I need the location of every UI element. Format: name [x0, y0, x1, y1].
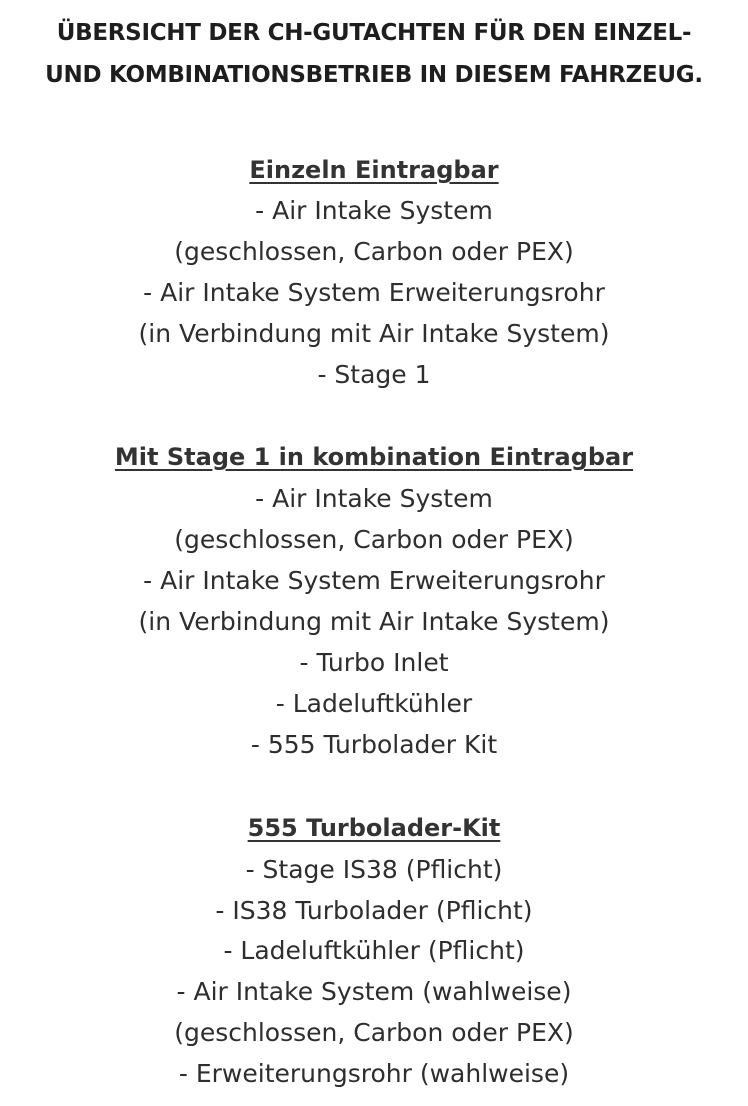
- list-item: - Air Intake System: [255, 196, 493, 225]
- list-item: - Ladeluftkühler (Pflicht): [223, 936, 525, 965]
- list-item: - 555 Turbolader Kit: [250, 730, 498, 759]
- section-title-turbolader-kit: 555 Turbolader-Kit: [247, 814, 501, 842]
- list-item: (in Verbindung mit Air Intake System): [138, 319, 610, 348]
- list-item: - Air Intake System: [255, 484, 493, 513]
- list-item: (geschlossen, Carbon oder PEX): [174, 1018, 574, 1047]
- list-item: (geschlossen, Carbon oder PEX): [174, 237, 574, 266]
- list-item: (geschlossen, Carbon oder PEX): [174, 525, 574, 554]
- list-item: - IS38 Turbolader (Pflicht): [215, 896, 533, 925]
- list-item: - Air Intake System (wahlweise): [176, 977, 572, 1006]
- list-item: - Stage IS38 (Pflicht): [245, 855, 503, 884]
- list-item: - Stage 1: [317, 360, 431, 389]
- list-item: (in Verbindung mit Air Intake System): [138, 607, 610, 636]
- list-item: - Turbo Inlet: [299, 648, 449, 677]
- section-title-einzeln: Einzeln Eintragbar: [249, 156, 499, 184]
- list-item: - Air Intake System Erweiterungsrohr: [143, 566, 605, 595]
- list-item: - Air Intake System Erweiterungsrohr: [143, 278, 605, 307]
- section-title-kombination: Mit Stage 1 in kombination Eintragbar: [114, 443, 634, 471]
- page-heading-line-1: ÜBERSICHT DER CH-GUTACHTEN FÜR DEN EINZEL-: [56, 20, 692, 46]
- page-heading-line-2: UND KOMBINATIONSBETRIEB IN DIESEM FAHRZEUG.: [45, 62, 703, 88]
- list-item: - Ladeluftkühler: [275, 689, 473, 718]
- list-item: - Erweiterungsrohr (wahlweise): [178, 1059, 570, 1088]
